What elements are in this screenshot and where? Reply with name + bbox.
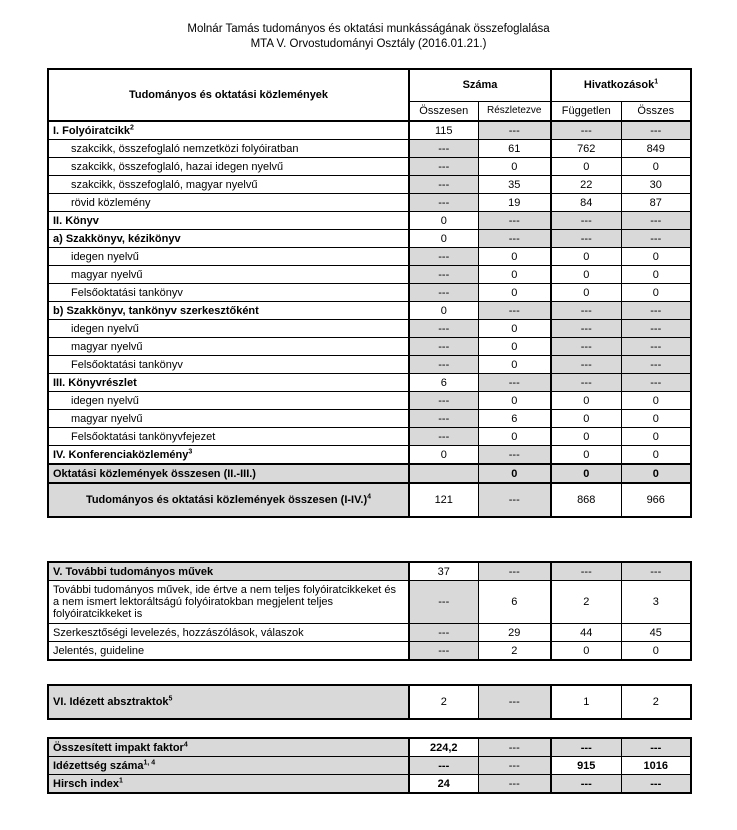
cell-fuggetlen: --- <box>551 562 621 581</box>
cell-osszesen <box>409 464 478 483</box>
cell-reszletezve: 6 <box>478 581 551 624</box>
table-row <box>48 374 691 392</box>
table-row <box>48 266 691 284</box>
row-label: Felsőoktatási tankönyv <box>48 284 409 302</box>
document-title: Molnár Tamás tudományos és oktatási munkásságának összefoglalása <box>187 23 550 35</box>
header-osszes: Összes <box>621 101 691 121</box>
table-row <box>48 140 691 158</box>
cell-osszes: 87 <box>621 194 691 212</box>
cell-osszesen: --- <box>409 284 478 302</box>
cell-osszesen: --- <box>409 392 478 410</box>
impact-table <box>47 737 692 794</box>
row-label: idegen nyelvű <box>48 320 409 338</box>
cell-osszesen: --- <box>409 266 478 284</box>
table-row <box>48 581 691 624</box>
cell-osszes: 0 <box>621 642 691 661</box>
cell-reszletezve: --- <box>478 302 551 320</box>
cell-osszes: --- <box>621 356 691 374</box>
cell-osszesen: --- <box>409 428 478 446</box>
table-row <box>48 302 691 320</box>
cell-osszes: 849 <box>621 140 691 158</box>
cell-osszes: --- <box>621 121 691 140</box>
cell-osszesen: 37 <box>409 562 478 581</box>
row-label: Jelentés, guideline <box>48 642 409 661</box>
cell-osszes: 0 <box>621 410 691 428</box>
cell-osszesen: 115 <box>409 121 478 140</box>
table-row <box>48 284 691 302</box>
cell-fuggetlen: --- <box>551 212 621 230</box>
row-label: szakcikk, összefoglaló nemzetközi folyóiratban <box>48 140 409 158</box>
cell-reszletezve: 19 <box>478 194 551 212</box>
table-row <box>48 320 691 338</box>
cell-osszes: 30 <box>621 176 691 194</box>
cell-reszletezve: 0 <box>478 338 551 356</box>
cell-fuggetlen: 1 <box>551 685 621 719</box>
cell-osszes: --- <box>621 562 691 581</box>
header-reszletezve: Részletezve <box>478 101 551 121</box>
cell-osszes: 0 <box>621 428 691 446</box>
cell-fuggetlen: 0 <box>551 266 621 284</box>
cell-osszes: 0 <box>621 464 691 483</box>
cell-reszletezve: --- <box>478 757 551 775</box>
cell-reszletezve: --- <box>478 685 551 719</box>
table-row <box>48 356 691 374</box>
cell-osszesen: --- <box>409 320 478 338</box>
cell-fuggetlen: 0 <box>551 410 621 428</box>
cell-osszesen: --- <box>409 410 478 428</box>
header-szama: Száma <box>409 69 551 101</box>
table-row <box>48 446 691 465</box>
cell-osszes: --- <box>621 775 691 794</box>
cell-reszletezve: --- <box>478 212 551 230</box>
table-row <box>48 775 691 794</box>
row-label: Hirsch index$^1$ <box>48 775 409 794</box>
cell-osszesen: --- <box>409 140 478 158</box>
row-label: Idézettség száma$^{1, 4}$ <box>48 757 409 775</box>
cell-reszletezve: --- <box>478 483 551 517</box>
table-row <box>48 176 691 194</box>
section-v-table <box>47 561 692 661</box>
cell-fuggetlen: --- <box>551 738 621 757</box>
cell-reszletezve: 0 <box>478 392 551 410</box>
row-label: III. Könyvrészlet <box>48 374 409 392</box>
cell-fuggetlen: 868 <box>551 483 621 517</box>
cell-fuggetlen: 0 <box>551 428 621 446</box>
cell-fuggetlen: --- <box>551 374 621 392</box>
cell-reszletezve: 2 <box>478 642 551 661</box>
cell-osszes: 966 <box>621 483 691 517</box>
table-row <box>48 624 691 642</box>
header-row-1 <box>48 69 691 101</box>
cell-osszesen: --- <box>409 757 478 775</box>
cell-osszes: 0 <box>621 284 691 302</box>
cell-fuggetlen: 0 <box>551 446 621 465</box>
row-label: Szerkesztőségi levelezés, hozzászólások, válaszok <box>48 624 409 642</box>
cell-fuggetlen: 22 <box>551 176 621 194</box>
cell-osszesen: --- <box>409 158 478 176</box>
cell-reszletezve: --- <box>478 775 551 794</box>
cell-osszesen: 121 <box>409 483 478 517</box>
cell-fuggetlen: --- <box>551 302 621 320</box>
cell-osszesen: --- <box>409 356 478 374</box>
cell-osszesen: 0 <box>409 446 478 465</box>
cell-fuggetlen: 762 <box>551 140 621 158</box>
cell-osszesen: --- <box>409 338 478 356</box>
cell-osszesen: --- <box>409 581 478 624</box>
header-osszesen: Összesen <box>409 101 478 121</box>
table-row <box>48 464 691 483</box>
row-label: magyar nyelvű <box>48 338 409 356</box>
document-subtitle: MTA V. Orvostudományi Osztály (2016.01.21.) <box>250 38 487 50</box>
row-label: VI. Idézett absztraktok$^5$ <box>48 685 409 719</box>
row-label: Felsőoktatási tankönyvfejezet <box>48 428 409 446</box>
header-hivatkozasok: Hivatkozások$^1$ <box>551 69 691 101</box>
table-row <box>48 230 691 248</box>
cell-osszes: 45 <box>621 624 691 642</box>
header-fuggetlen: Független <box>551 101 621 121</box>
cell-fuggetlen: 2 <box>551 581 621 624</box>
row-label: Oktatási közlemények összesen (II.-III.) <box>48 464 409 483</box>
cell-reszletezve: 29 <box>478 624 551 642</box>
cell-reszletezve: --- <box>478 738 551 757</box>
cell-fuggetlen: --- <box>551 121 621 140</box>
cell-fuggetlen: --- <box>551 320 621 338</box>
cell-osszes: --- <box>621 338 691 356</box>
cell-osszes: --- <box>621 320 691 338</box>
row-label: V. További tudományos művek <box>48 562 409 581</box>
row-label: magyar nyelvű <box>48 410 409 428</box>
cell-reszletezve: --- <box>478 230 551 248</box>
cell-osszesen: 0 <box>409 230 478 248</box>
table-row <box>48 392 691 410</box>
table-row <box>48 757 691 775</box>
table-row <box>48 738 691 757</box>
cell-osszes: 0 <box>621 248 691 266</box>
row-label: rövid közlemény <box>48 194 409 212</box>
row-label: idegen nyelvű <box>48 392 409 410</box>
cell-osszes: --- <box>621 738 691 757</box>
table-row <box>48 194 691 212</box>
row-label: Összesített impakt faktor$^4$ <box>48 738 409 757</box>
cell-osszes: --- <box>621 302 691 320</box>
cell-reszletezve: 0 <box>478 248 551 266</box>
cell-osszes: 1016 <box>621 757 691 775</box>
cell-osszesen: 6 <box>409 374 478 392</box>
cell-fuggetlen: --- <box>551 775 621 794</box>
cell-osszes: --- <box>621 212 691 230</box>
table-row <box>48 410 691 428</box>
cell-osszesen: --- <box>409 624 478 642</box>
section-vi-table <box>47 684 692 720</box>
cell-osszes: 2 <box>621 685 691 719</box>
table-row <box>48 483 691 517</box>
cell-osszesen: --- <box>409 248 478 266</box>
table-row <box>48 158 691 176</box>
row-label: I. Folyóiratcikk$^2$ <box>48 121 409 140</box>
cell-osszes: 0 <box>621 446 691 465</box>
cell-reszletezve: 0 <box>478 266 551 284</box>
publications-table <box>47 68 692 518</box>
cell-osszesen: 0 <box>409 212 478 230</box>
row-label: magyar nyelvű <box>48 266 409 284</box>
cell-reszletezve: 35 <box>478 176 551 194</box>
row-label: IV. Konferenciaközlemény$^3$ <box>48 446 409 465</box>
cell-reszletezve: 0 <box>478 320 551 338</box>
row-label: a) Szakkönyv, kézikönyv <box>48 230 409 248</box>
row-label: Felsőoktatási tankönyv <box>48 356 409 374</box>
cell-fuggetlen: 0 <box>551 158 621 176</box>
row-label: II. Könyv <box>48 212 409 230</box>
cell-reszletezve: 6 <box>478 410 551 428</box>
row-label: Tudományos és oktatási közlemények összesen $(I-IV.)^4$ <box>48 483 409 517</box>
table-row <box>48 685 691 719</box>
table-row <box>48 121 691 140</box>
row-label: idegen nyelvű <box>48 248 409 266</box>
table-row <box>48 248 691 266</box>
cell-reszletezve: 0 <box>478 464 551 483</box>
cell-fuggetlen: 0 <box>551 284 621 302</box>
cell-fuggetlen: 0 <box>551 248 621 266</box>
cell-osszes: --- <box>621 230 691 248</box>
row-label: szakcikk, összefoglaló, magyar nyelvű <box>48 176 409 194</box>
cell-fuggetlen: --- <box>551 338 621 356</box>
cell-reszletezve: 0 <box>478 356 551 374</box>
cell-fuggetlen: 0 <box>551 642 621 661</box>
table-row <box>48 642 691 661</box>
cell-reszletezve: --- <box>478 374 551 392</box>
cell-osszesen: 2 <box>409 685 478 719</box>
cell-osszesen: 24 <box>409 775 478 794</box>
cell-reszletezve: --- <box>478 446 551 465</box>
cell-fuggetlen: --- <box>551 356 621 374</box>
cell-osszes: 0 <box>621 266 691 284</box>
table-row <box>48 212 691 230</box>
row-label: További tudományos művek, ide értve a nem teljes folyóiratcikkeket és a nem ismert lektoráltságú folyóiratokban megjelent teljes folyóiratcikkeket is <box>48 581 409 624</box>
cell-reszletezve: --- <box>478 121 551 140</box>
cell-fuggetlen: 0 <box>551 464 621 483</box>
cell-fuggetlen: 84 <box>551 194 621 212</box>
table-row <box>48 338 691 356</box>
header-publications: Tudományos és oktatási közlemények <box>48 69 409 121</box>
cell-reszletezve: --- <box>478 562 551 581</box>
cell-osszes: 0 <box>621 158 691 176</box>
cell-fuggetlen: --- <box>551 230 621 248</box>
cell-reszletezve: 0 <box>478 284 551 302</box>
cell-osszes: --- <box>621 374 691 392</box>
cell-fuggetlen: 44 <box>551 624 621 642</box>
cell-osszes: 3 <box>621 581 691 624</box>
cell-osszesen: --- <box>409 194 478 212</box>
cell-osszes: 0 <box>621 392 691 410</box>
row-label: b) Szakkönyv, tankönyv szerkesztőként <box>48 302 409 320</box>
row-label: szakcikk, összefoglaló, hazai idegen nyelvű <box>48 158 409 176</box>
cell-fuggetlen: 915 <box>551 757 621 775</box>
table-row <box>48 428 691 446</box>
table-row <box>48 562 691 581</box>
cell-osszesen: 0 <box>409 302 478 320</box>
cell-reszletezve: 61 <box>478 140 551 158</box>
cell-reszletezve: 0 <box>478 428 551 446</box>
cell-osszesen: --- <box>409 176 478 194</box>
cell-reszletezve: 0 <box>478 158 551 176</box>
cell-osszesen: --- <box>409 642 478 661</box>
cell-fuggetlen: 0 <box>551 392 621 410</box>
cell-osszesen: 224,2 <box>409 738 478 757</box>
